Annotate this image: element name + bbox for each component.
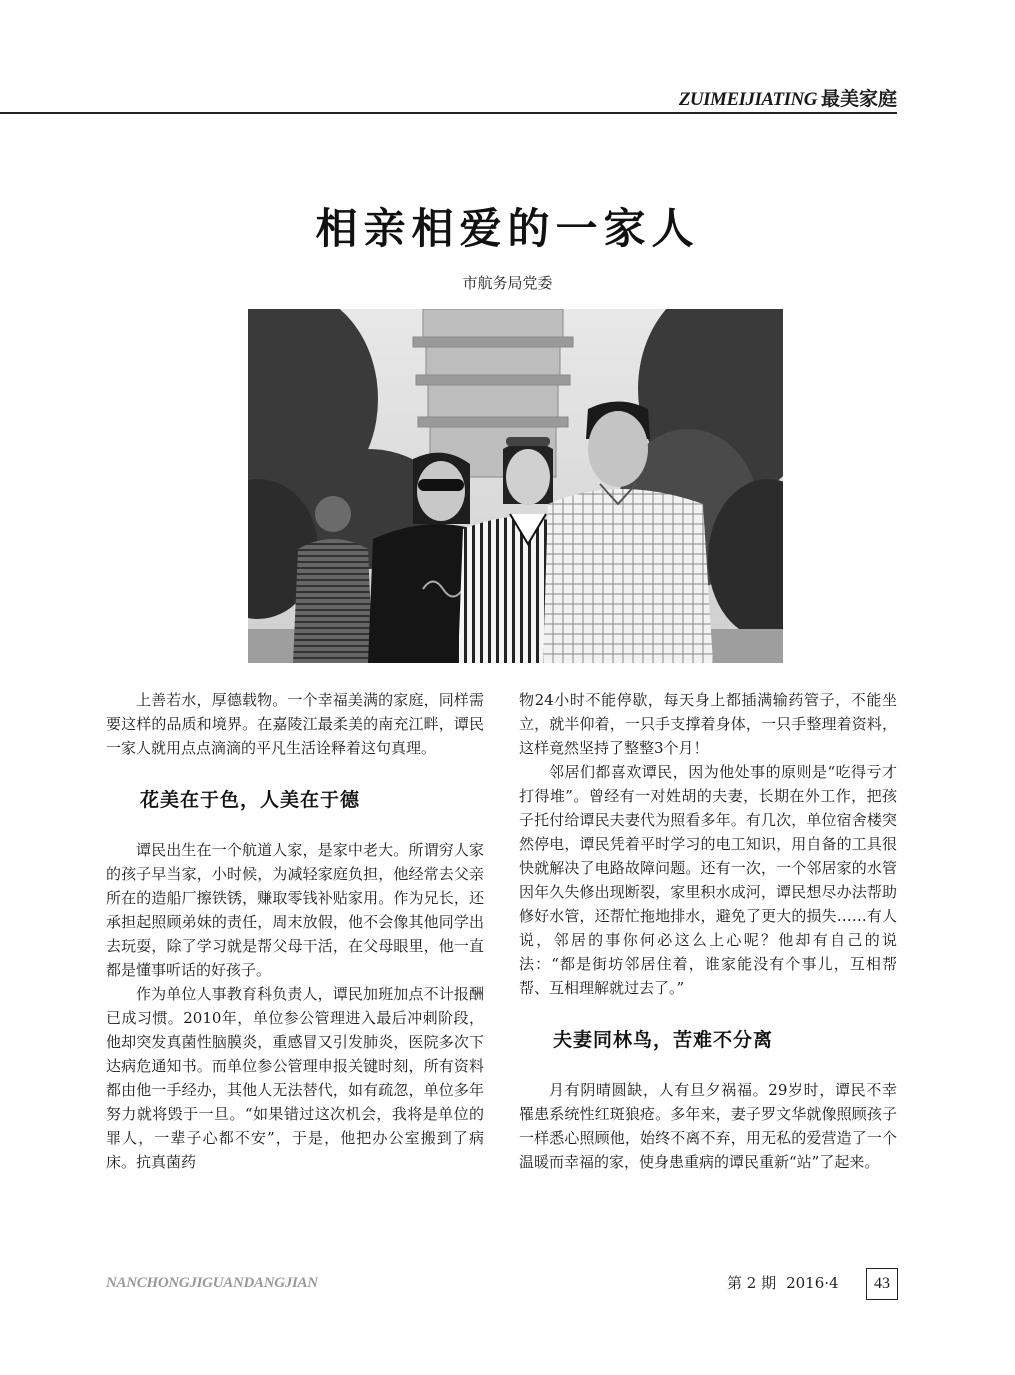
paragraph: 谭民出生在一个航道人家，是家中老大。所谓穷人家的孩子早当家，小时候，为减轻家庭负担，他经常去父亲所在的造船厂擦铁锈，赚取零钱补贴家用。作为兄长，还承担起照顾弟妹的责任，周末放假，他不会像其他同学出去玩耍，除了学习就是帮父母干活，在父母眼里，他一直都是懂事听话的好孩子。 bbox=[106, 841, 484, 979]
column-name-cn: 最美家庭 bbox=[820, 88, 897, 110]
issue-info bbox=[727, 1272, 849, 1293]
column-name bbox=[679, 84, 897, 111]
column-name-en: ZUIMEIJIATING bbox=[678, 89, 817, 110]
paragraph: 月有阴晴圆缺，人有旦夕祸福。29岁时，谭民不幸罹患系统性红斑狼疮。多年来，妻子罗文华就像照顾孩子一样悉心照顾他，始终不离不弃，用无私的爱营造了一个温暖而幸福的家，使身患重病的谭民重新“站”了起来。 bbox=[519, 1081, 897, 1171]
paragraph: 邻居们都喜欢谭民，因为他处事的原则是“吃得亏才打得堆”。曾经有一对姓胡的夫妻，长期在外工作，把孩子托付给谭民夫妻代为照看多年。有几次，单位宿舍楼突然停电，谭民凭着平时学习的电工知识，用自备的工具很快就解决了电路故障问题。还有一次，一个邻居家的水管因年久失修出现断裂，家里积水成河，谭民想尽办法帮助修好水管，还帮忙拖地排水，避免了更大的损失……有人说，邻居的事你何必这么上心呢？他却有自己的说法：“都是街坊邻居住着，谁家能没有个事儿，互相帮帮、互相理解就过去了。” bbox=[519, 763, 897, 997]
section-heading-1: 花美在于色，人美在于德 bbox=[140, 789, 361, 811]
intro-paragraph: 上善若水，厚德载物。一个幸福美满的家庭，同样需要这样的品质和境界。在嘉陵江最柔美的南充江畔，谭民一家人就用点点滴滴的平凡生活诠释着这句真理。 bbox=[106, 691, 484, 757]
magazine-name: NANCHONGJIGUANDANGJIAN bbox=[106, 1275, 318, 1291]
paragraph-continued: 物24小时不能停歇，每天身上都插满输药管子，不能坐立，就半仰着，一只手支撑着身体，一只手整理着资料，这样竟然坚持了整整3个月！ bbox=[519, 691, 897, 757]
issue-date: 2016·4 bbox=[786, 1274, 839, 1292]
left-column bbox=[106, 688, 484, 1174]
issue-number: 第 2 期 bbox=[727, 1274, 777, 1292]
page-header bbox=[0, 80, 897, 114]
section-heading-2: 夫妻同林鸟，苦难不分离 bbox=[553, 1029, 774, 1051]
page-number: 43 bbox=[866, 1268, 898, 1300]
right-column bbox=[519, 688, 897, 1174]
paragraph: 作为单位人事教育科负责人，谭民加班加点不计报酬已成习惯。2010年，单位参公管理进入最后冲刺阶段，他却突发真菌性脑膜炎，重感冒又引发肺炎，医院多次下达病危通知书。而单位参公管理申报关键时刻，所有资料都由他一手经办，其他人无法替代，如有疏忽，单位多年努力就将毁于一旦。“如果错过这次机会，我将是单位的罪人，一辈子心都不安”，于是，他把办公室搬到了病床。抗真菌药 bbox=[106, 985, 484, 1171]
article-author: 市航务局党委 bbox=[462, 274, 553, 292]
family-photo bbox=[248, 309, 783, 663]
article-title: 相亲相爱的一家人 bbox=[315, 204, 700, 253]
